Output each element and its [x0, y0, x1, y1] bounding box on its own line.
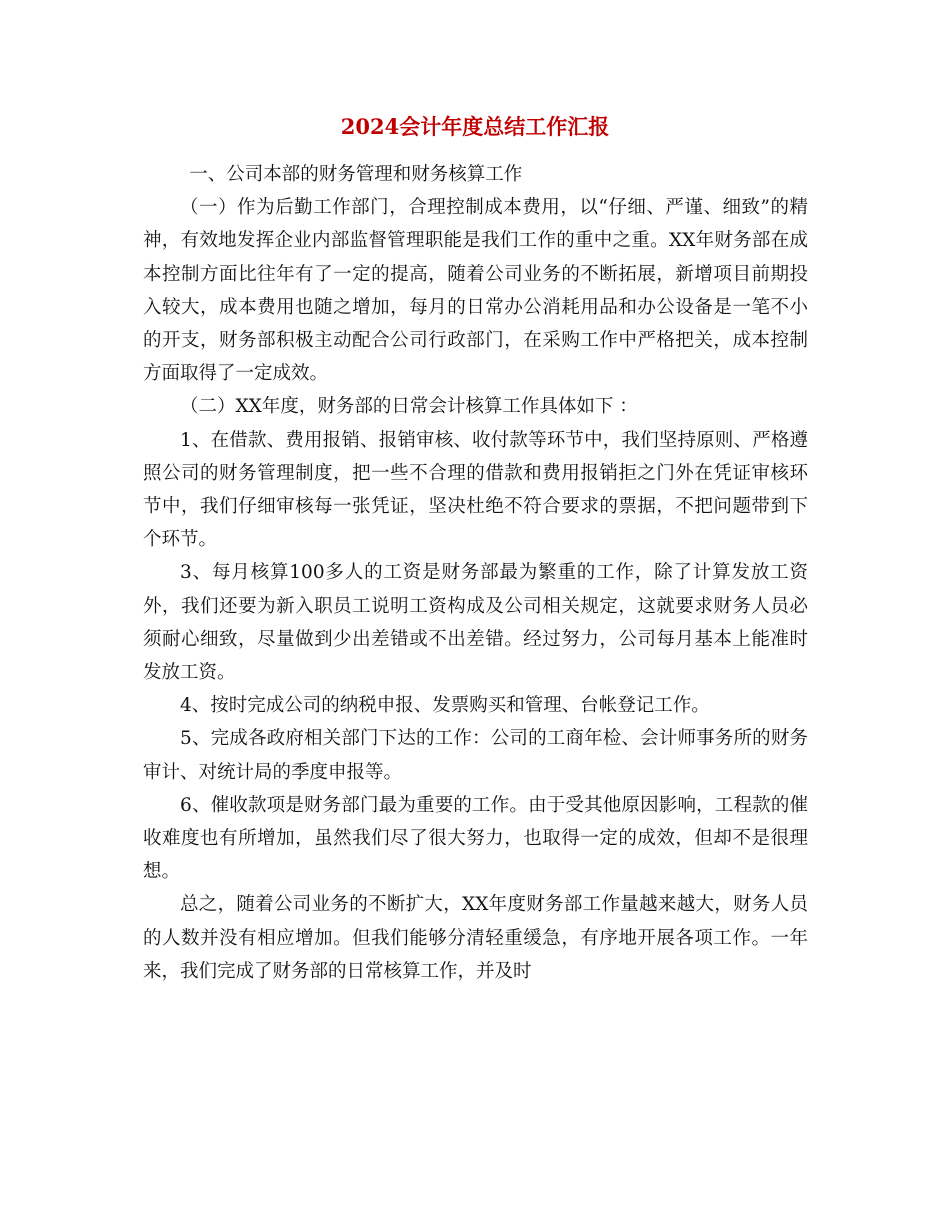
paragraph-item-3: 3、每月核算100多人的工资是财务部最为繁重的工作，除了计算发放工资外，我们还要为新入职员工说明工资构成及公司相关规定，这就要求财务人员必须耐心细致，尽量做到少出差错或不出差错。经过努力，公司每月基本上能准时发放工资。 [143, 562, 808, 684]
paragraph-item-1: 1、在借款、费用报销、报销审核、收付款等环节中，我们坚持原则、严格遵照公司的财务管理制度，把一些不合理的借款和费用报销拒之门外在凭证审核环节中，我们仔细审核每一张凭证，坚决杜绝不符合要求的票据，不把问题带到下个环节。 [143, 429, 808, 551]
document-title: 2024会计年度总结工作汇报 [340, 114, 610, 139]
paragraph-item-4: 4、按时完成公司的纳税申报、发票购买和管理、台帐登记工作。 [180, 695, 710, 717]
section-heading: 一、公司本部的财务管理和财务核算工作 [189, 164, 523, 185]
paragraph-cost-control: （一）作为后勤工作部门，合理控制成本费用，以“仔细、严谨、细致”的精神，有效地发挥企业内部监督管理职能是我们工作的重中之重。XX年财务部在成本控制方面比往年有了一定的提高，随着公司业务的不断拓展，新增项目前期投入较大，成本费用也随之增加，每月的日常办公消耗用品和办公设备是一笔不小的开支，财务部积极主动配合公司行政部门，在采购工作中严格把关，成本控制方面取得了一定成效。 [143, 197, 808, 385]
paragraph-accounting-intro: （二）XX年度，财务部的日常会计核算工作具体如下 ： [180, 396, 638, 418]
paragraph-item-5: 5、完成各政府相关部门下达的工作：公司的工商年检、会计师事务所的财务审计、对统计局的季度申报等。 [143, 728, 808, 783]
paragraph-item-6: 6、催收款项是财务部门最为重要的工作。由于受其他原因影响，工程款的催收难度也有所增加，虽然我们尽了很大努力，也取得一定的成效，但却不是很理想。 [143, 794, 808, 883]
document-body [143, 158, 808, 988]
paragraph-summary: 总之，随着公司业务的不断扩大，XX年度财务部工作量越来越大，财务人员的人数并没有相应增加。但我们能够分清轻重缓急，有序地开展各项工作。一年来，我们完成了财务部的日常核算工作，并及时 [143, 894, 808, 982]
